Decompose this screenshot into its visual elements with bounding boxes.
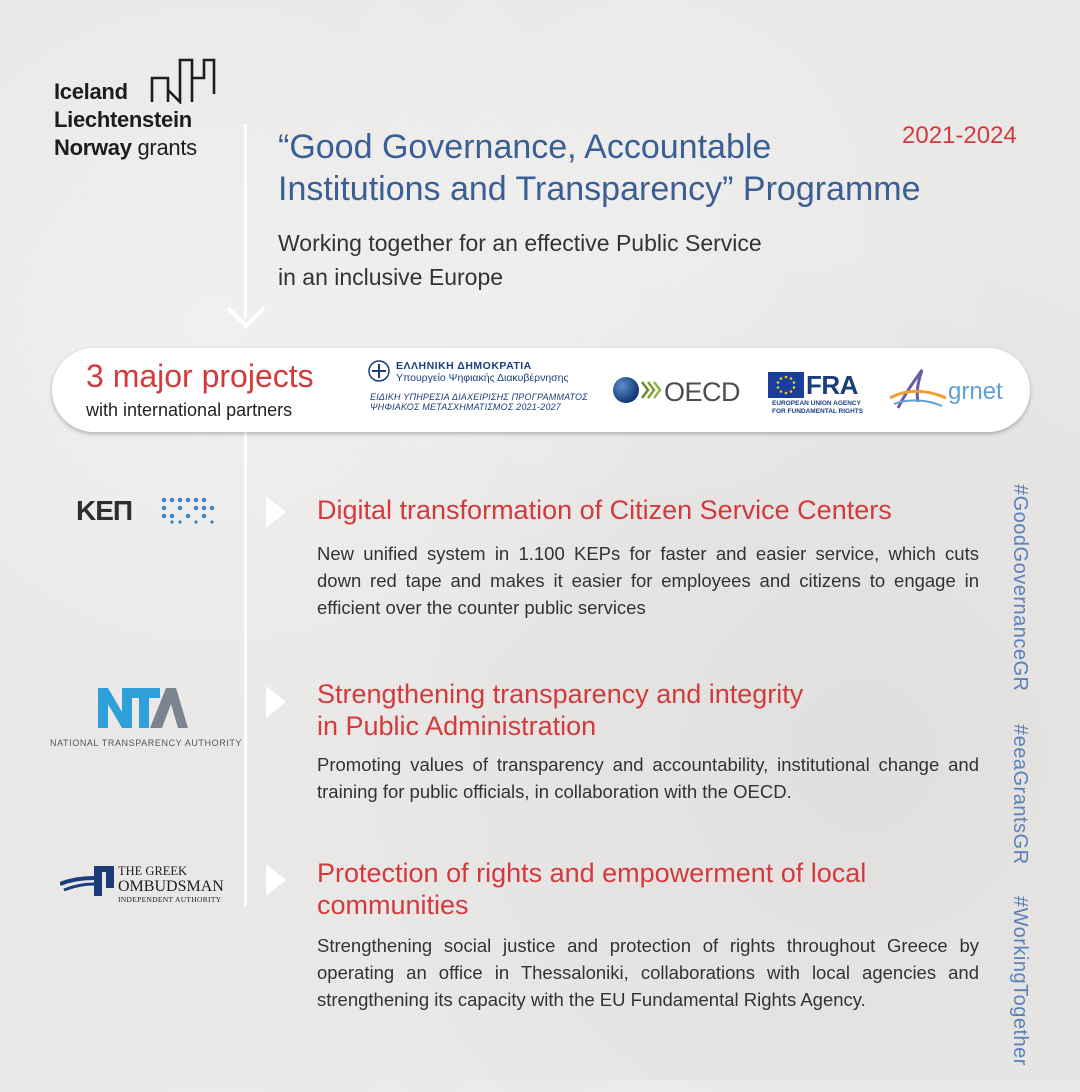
fra-logo-text: FRA bbox=[806, 370, 858, 400]
section3-title bbox=[317, 857, 997, 921]
section1-title: Digital transformation of Citizen Service Centers bbox=[317, 495, 892, 525]
brand-line-liechtenstein: Liechtenstein bbox=[54, 107, 192, 132]
greek-gov-line1: ΕΛΛΗΝΙΚΗ ΔΗΜΟΚΡΑΤΙΑ bbox=[396, 360, 532, 372]
greek-gov-line3: ΕΙΔΙΚΗ ΥΠΗΡΕΣΙΑ ΔΙΑΧΕΙΡΙΣΗΣ ΠΡΟΓΡΑΜΜΑΤΟΣ bbox=[370, 392, 588, 402]
page-title-line1: “Good Governance, Accountable bbox=[278, 128, 772, 166]
brand-line-norway bbox=[54, 134, 224, 162]
section3-body: Strengthening social justice and protection of rights throughout Greece by operating an office in Thessaloniki, collaborations with local agencies and strengthening its capacity with the EU Fundamental Rights Agency. bbox=[317, 935, 979, 1010]
page-title bbox=[278, 126, 998, 210]
nta-logo-text: NATIONAL TRANSPARENCY AUTHORITY bbox=[50, 738, 243, 748]
page-subtitle bbox=[278, 226, 918, 294]
kep-logo-text: ΚΕΠ bbox=[76, 495, 133, 526]
brand-line-iceland: Iceland bbox=[54, 79, 128, 104]
greek-gov-line2: Υπουργείο Ψηφιακής Διακυβέρνησης bbox=[396, 372, 569, 384]
oecd-globe-icon bbox=[612, 374, 662, 406]
fra-logo-subtext: EUROPEAN UNION AGENCY FOR FUNDAMENTAL RIGHTS bbox=[772, 400, 864, 415]
hashtag-good-governance: #GoodGovernanceGR bbox=[1009, 484, 1031, 692]
section3-title-line2: communities bbox=[317, 890, 469, 920]
ombudsman-line2: OMBUDSMAN bbox=[118, 878, 224, 895]
programme-years: 2021-2024 bbox=[902, 122, 1017, 149]
grnet-swoosh-icon bbox=[888, 368, 948, 418]
grnet-logo-text: grnet bbox=[948, 378, 1003, 405]
section2-title-line2: in Public Administration bbox=[317, 711, 597, 741]
section1-body: New unified system in 1.100 KEPs for faster and easier service, which cuts down red tape and makes it easier for employees and citizens to engage in efficient over the counter public services bbox=[317, 543, 979, 618]
nta-logo-icon bbox=[98, 684, 188, 728]
brand-grants: grants bbox=[131, 135, 197, 160]
ombudsman-line1: THE GREEK bbox=[118, 864, 188, 878]
timeline-line-bottom bbox=[244, 432, 247, 906]
greek-program-text bbox=[370, 392, 600, 412]
timeline-line-top bbox=[244, 124, 247, 318]
eea-grants-logo bbox=[54, 78, 224, 162]
ombudsman-line3: INDEPENDENT AUTHORITY bbox=[118, 895, 222, 904]
eu-flag-icon bbox=[768, 372, 804, 398]
section2-body: Promoting values of transparency and accountability, institutional change and training for public officials, in collaboration with the OECD. bbox=[317, 754, 979, 802]
ombudsman-logo-icon bbox=[60, 862, 118, 898]
kep-dots-icon bbox=[160, 496, 216, 524]
partners-subline: with international partners bbox=[86, 400, 293, 420]
section2-title bbox=[317, 678, 997, 742]
greek-republic-emblem-icon bbox=[368, 360, 390, 382]
section1-chevron-icon bbox=[264, 494, 288, 530]
greek-ministry-logo bbox=[396, 360, 626, 384]
section3-chevron-icon bbox=[264, 862, 288, 898]
oecd-logo-text: OECD bbox=[664, 377, 741, 407]
greek-gov-line4: ΨΗΦΙΑΚΟΣ ΜΕΤΑΣΧΗΜΑΤΙΣΜΟΣ 2021-2027 bbox=[370, 402, 561, 412]
page-subtitle-line2: in an inclusive Europe bbox=[278, 264, 504, 290]
page-title-line2: Institutions and Transparency” Programme bbox=[278, 170, 921, 208]
hashtag-working-together: #WorkingTogether bbox=[1009, 896, 1031, 1067]
partners-headline: 3 major projects bbox=[86, 358, 314, 394]
brand-norway: Norway bbox=[54, 135, 132, 160]
hashtag-eea-grants: #eeaGrantsGR bbox=[1009, 723, 1031, 865]
page-subtitle-line1: Working together for an effective Public Service bbox=[278, 230, 762, 256]
section2-chevron-icon bbox=[264, 684, 288, 720]
timeline-arrow-down-icon bbox=[226, 306, 266, 330]
hashtags-vertical bbox=[1008, 484, 1031, 1092]
section2-title-line1: Strengthening transparency and integrity bbox=[317, 679, 804, 709]
section3-title-line1: Protection of rights and empowerment of local bbox=[317, 858, 867, 888]
